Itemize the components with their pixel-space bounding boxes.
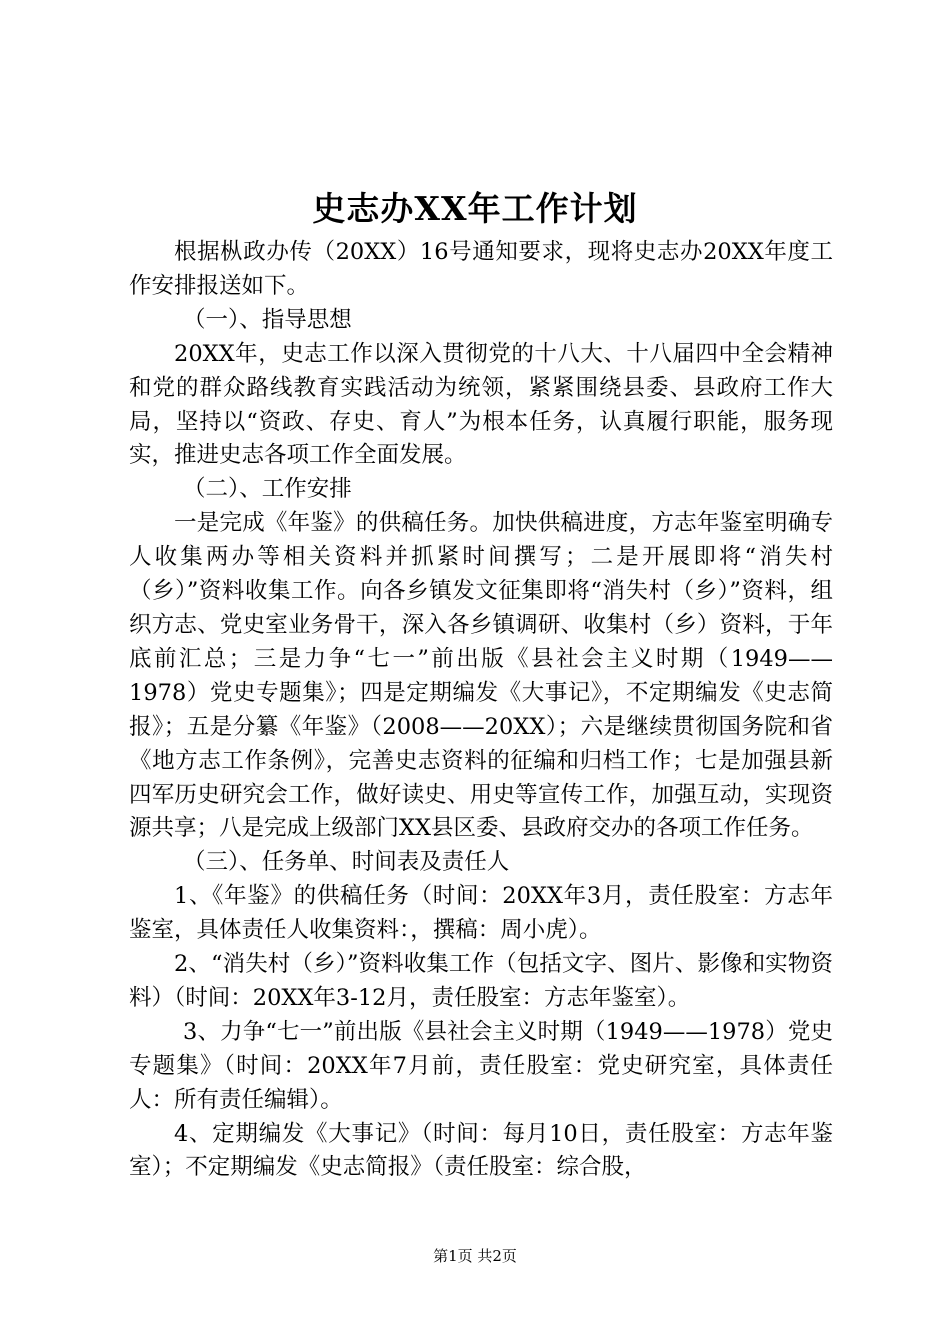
task-item-2: 2、“消失村（乡）”资料收集工作（包括文字、图片、影像和实物资料）（时间：20XX年3-12月，责任股室：方志年鉴室）。 xyxy=(129,951,833,1011)
section-heading-task-list: （三）、任务单、时间表及责任人 xyxy=(183,849,510,876)
work-arrangement-paragraph: 一是完成《年鉴》的供稿任务。加快供稿进度，方志年鉴室明确专人收集两办等相关资料并抓紧时间撰写；二是开展即将“消失村（乡）”资料收集工作。向各乡镇发文征集即将“消失村（乡）”资料，组织方志、党史室业务骨干，深入各乡镇调研、收集村（乡）资料，于年底前汇总；三是力争“七一”前出版《县社会主义时期（1949——1978）党史专题集》；四是定期编发《大事记》，不定期编发《史志简报》；五是分纂《年鉴》（2008——20XX）；六是继续贯彻国务院和省《地方志工作条例》，完善史志资料的征编和归档工作；七是加强县新四军历史研究会工作，做好读史、用史等宣传工作，加强互动，实现资源共享；八是完成上级部门XX县区委、县政府交办的各项工作任务。 xyxy=(129,510,833,842)
document-title: 史志办XX年工作计划 xyxy=(312,189,638,228)
page-number-footer: 第1页 共2页 xyxy=(433,1247,517,1265)
document-body xyxy=(129,236,833,1185)
task-item-3: 3、力争“七一”前出版《县社会主义时期（1949——1978）党史专题集》（时间：20XX年7月前，责任股室：党史研究室，具体责任人：所有责任编辑）。 xyxy=(129,1018,833,1113)
section-heading-work-arrangement: （二）、工作安排 xyxy=(183,476,352,503)
task-item-4: 4、定期编发《大事记》（时间：每月10日，责任股室：方志年鉴室）；不定期编发《史志简报》（责任股室：综合股， xyxy=(129,1120,833,1181)
task-item-1: 1、《年鉴》的供稿任务（时间：20XX年3月，责任股室：方志年鉴室，具体责任人收集资料：，撰稿：周小虎）。 xyxy=(129,883,833,944)
guiding-ideology-paragraph: 20XX年，史志工作以深入贯彻党的十八大、十八届四中全会精神和党的群众路线教育实践活动为统领，紧紧围绕县委、县政府工作大局，坚持以“资政、存史、育人”为根本任务，认真履行职能，服务现实，推进史志各项工作全面发展。 xyxy=(129,340,833,469)
section-heading-guiding-ideology: （一）、指导思想 xyxy=(183,306,352,333)
intro-paragraph: 根据枞政办传（20XX）16号通知要求，现将史志办20XX年度工作安排报送如下。 xyxy=(129,239,833,299)
